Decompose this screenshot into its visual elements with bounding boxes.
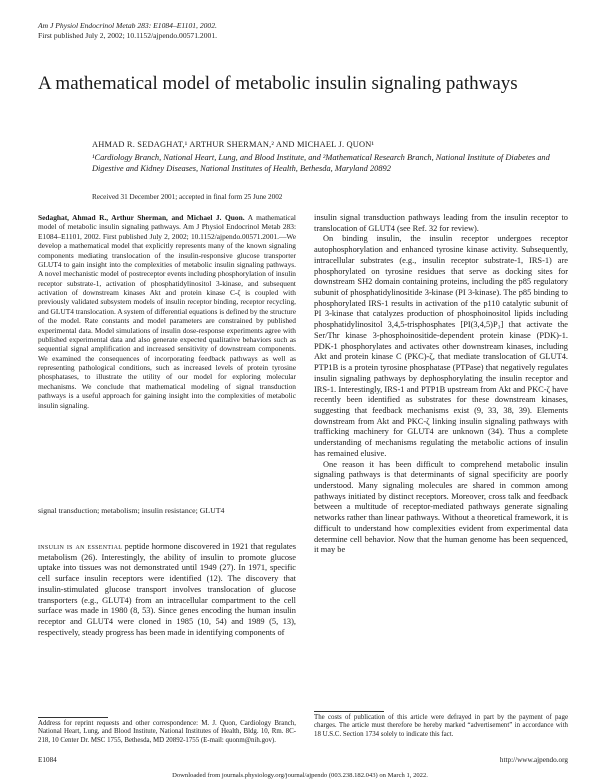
- abstract: [38, 213, 296, 410]
- abstract-text: A mathematical model of metabolic insulin signaling pathways. Am J Physiol Endocrinol Metab 283: E1084–E1101, 2002. First published July 2, 2002; 10.1152/ajpendo.00571.2001.—We develop a mathematical model that explicitly represents many of the known signaling components mediating translocation of the insulin-responsive glucose transporter GLUT4 to gain insight into the complexities of metabolic insulin signaling pathways. A novel mechanistic model of postreceptor events including phosphorylation of insulin receptor substrate-1, activation of phosphatidylinositol 3-kinase, and subsequent activation of downstream kinases Akt and protein kinase C-ζ is coupled with previously validated subsystem models of insulin receptor binding, receptor recycling, and GLUT4 translocation. A system of differential equations is defined by the structure of the model. Rate constants and model parameters are constrained by published experimental data. Model simulations of insulin dose-response experiments agree with published experimental data and also generate expected qualitative behaviors such as sequential signal amplification and increased sensitivity of downstream components. We examined the consequences of incorporating feedback pathways as well as representing pathological conditions, such as increased levels of protein tyrosine phosphatases, to illustrate the utility of our model for exploring molecular mechanisms. We conclude that mathematical modeling of signal transduction pathways is a useful approach for gaining insight into the complexities of metabolic insulin signaling.: [38, 213, 296, 410]
- footnote-rule-left: [38, 717, 108, 718]
- article-title: A mathematical model of metabolic insulin signaling pathways: [38, 73, 518, 94]
- author-list: AHMAD R. SEDAGHAT,¹ ARTHUR SHERMAN,² AND MICHAEL J. QUON¹: [92, 140, 375, 149]
- right-column-text: [314, 213, 568, 556]
- introduction-text: [38, 542, 296, 638]
- paragraph-2: On binding insulin, the insulin receptor undergoes receptor autophosphorylation and enhanced tyrosine kinase activity. Subsequently, intracellular substrates (e.g., insulin receptor substrate-1, IRS-1) are phosphorylated on tyrosine residues that serve as docking sites for downstream SH2 domain containing proteins, including the p85 regulatory subunit of phosphatidylinositide 3-kinase (PI 3-kinase). The p85 binding to phosphorylated IRS-1 results in activation of the p110 catalytic subunit of PI 3-kinase that catalyzes production of phosphoinositol lipids including phosphatidylinositol 3,4,5-trisphosphates [PI(3,4,5)P₃] that activate the Ser/Thr kinase 3-phosphoinositide-dependent protein kinase (PDK)-1. PDK-1 phosphorylates and activates other downstream kinases, including Akt and protein kinase C (PKC)-ζ, that mediate translocation of GLUT4. PTP1B is a protein tyrosine phosphatase (PTPase) that negatively regulates insulin signaling pathways by dephosphorylating the insulin receptor and IRS-1. Interestingly, IRS-1 and PTP1B upstream from Akt and PKC-ζ have recently been identified as substrates for these downstream kinases, suggesting that feedback mechanisms exist (9, 33, 38, 39). Elements downstream from Akt and PKC-ζ linking insulin signaling pathways with trafficking machinery for GLUT4 are unknown (34). Thus a complete understanding of mechanisms regulating the metabolic actions of insulin has remained elusive.: [314, 234, 568, 458]
- page-number: E1084: [38, 756, 57, 764]
- footnote-rule-right: [314, 711, 384, 712]
- journal-url[interactable]: http://www.ajpendo.org: [499, 756, 568, 764]
- abstract-authors-lead: Sedaghat, Ahmad R., Arthur Sherman, and Michael J. Quon.: [38, 213, 245, 222]
- journal-header: [38, 21, 217, 41]
- paragraph-3: One reason it has been difficult to comprehend metabolic insulin signaling pathways is that determinants of signal specificity are poorly understood. Many signaling molecules are shared in common among pathways initiated by distinct receptors. Moreover, cross talk and feedback between a multitude of receptor-mediated pathways generate signaling networks rather than linear pathways. Without a theoretical framework, it is difficult to understand how complexities evident from experimental data determine cell behavior. Now that the human genome has been sequenced, it may be: [314, 459, 568, 555]
- received-dates: Received 31 December 2001; accepted in final form 25 June 2002: [92, 193, 283, 201]
- publication-cost-footnote: The costs of publication of this article were defrayed in part by the payment of page charges. The article must therefore be hereby marked “advertisement” in accordance with 18 U.S.C. Section 1734 solely to indicate this fact.: [314, 714, 568, 738]
- keywords: signal transduction; metabolism; insulin resistance; GLUT4: [38, 506, 225, 515]
- intro-body: peptide hormone discovered in 1921 that regulates metabolism (26). Interestingly, the ability of insulin to promote glucose uptake into tissues was not demonstrated until 1949 (27). In 1971, specific cell surface insulin receptors were identified (12). The discovery that insulin-stimulated glucose transport involves translocation of glucose transporters (e.g., GLUT4) from an intracellular compartment to the cell surface was made in 1980 (8, 53). Since genes encoding the human insulin receptor and GLUT4 were cloned in 1985 (10, 54) and 1989 (5, 13), respectively, steady progress has been made in identifying components of: [38, 542, 296, 637]
- correspondence-footnote: Address for reprint requests and other correspondence: M. J. Quon, Cardiology Branch, National Heart, Lung, and Blood Institute, National Institutes of Health, Bldg. 10, Rm. 8C-218, 10 Center Dr. MSC 1755, Bethesda, MD 20892-1755 (E-mail: quonm@nih.gov).: [38, 720, 296, 744]
- paragraph-1: insulin signal transduction pathways leading from the insulin receptor to translocation of GLUT4 (see Ref. 32 for review).: [314, 213, 568, 233]
- intro-smallcaps-lead: insulin is an essential: [38, 542, 123, 551]
- first-published-line: First published July 2, 2002; 10.1152/ajpendo.00571.2001.: [38, 31, 218, 40]
- download-notice: Downloaded from journals.physiology.org/journal/ajpendo (003.238.182.043) on March 1, 2022.: [172, 772, 428, 779]
- journal-citation: Am J Physiol Endocrinol Metab 283: E1084–E1101, 2002.: [38, 21, 217, 30]
- author-affiliations: ¹Cardiology Branch, National Heart, Lung, and Blood Institute, and ²Mathematical Research Branch, National Institute of Diabetes and Digestive and Kidney Diseases, National Institutes of Health, Bethesda, Maryland 20892: [92, 153, 550, 173]
